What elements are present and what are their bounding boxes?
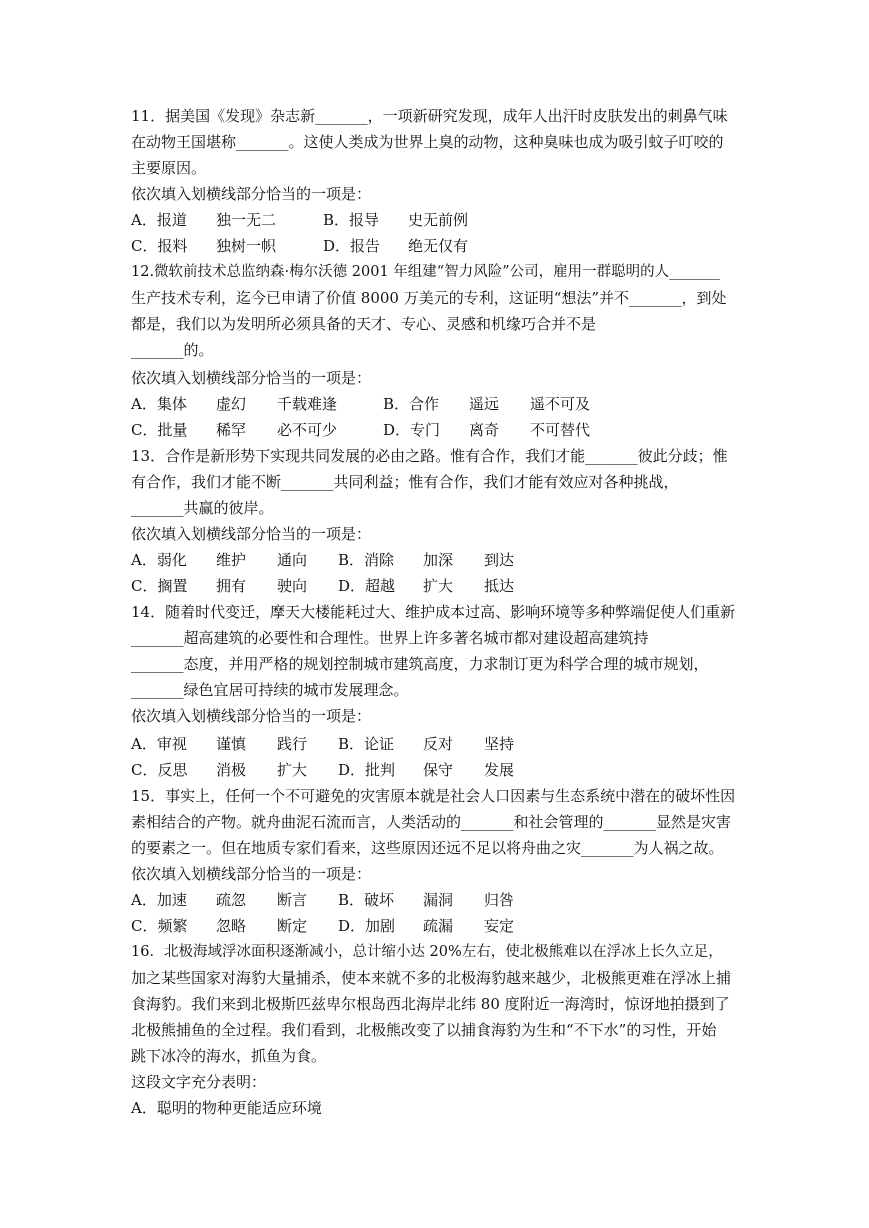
q13-option-d-label: D．超越 — [338, 577, 396, 595]
q15-option-a-word1: 疏忽 — [216, 891, 247, 909]
q11-stem-line: 主要原因。 — [131, 159, 207, 177]
q12-option-b-word2: 遥不可及 — [530, 395, 591, 413]
q13-option-a-label: A．弱化 — [131, 551, 187, 569]
q11-option-b-label: B．报导 — [323, 211, 380, 229]
q14-option-c-word1: 消极 — [216, 761, 247, 779]
q14-option-b-label: B．论证 — [338, 735, 395, 753]
q15-prompt: 依次填入划横线部分恰当的一项是： — [131, 865, 372, 883]
q12-stem-line: 12.微软前技术总监纳森·梅尔沃德 2001 年组建“智力风险”公司，雇用一群聪明的人_______ — [131, 264, 720, 280]
q15-option-c-word2: 断定 — [277, 917, 308, 935]
q12-stem-line: 生产技术专利，迄今已申请了价值 8000 万美元的专利，这证明“想法”并不_______，到处 — [131, 289, 727, 307]
q14-stem-line: _______绿色宜居可持续的城市发展理念。 — [131, 681, 409, 699]
q16-option-a: A．聪明的物种更能适应环境 — [131, 1099, 322, 1117]
q15-stem-line: 15．事实上，任何一个不可避免的灾害原本就是社会人口因素与生态系统中潜在的破坏性因 — [131, 787, 736, 805]
q13-stem-line: _______共赢的彼岸。 — [131, 499, 274, 517]
q13-stem-line: 有合作，我们才能不断_______共同利益；惟有合作，我们才能有效应对各种挑战， — [131, 473, 679, 491]
q12-option-d-word1: 离奇 — [469, 421, 500, 439]
q14-stem-line: _______超高建筑的必要性和合理性。世界上许多著名城市都对建设超高建筑持 — [131, 629, 649, 647]
q11-option-a-word: 独一无二 — [216, 211, 277, 229]
q16-stem-line: 北极熊捕鱼的全过程。我们看到，北极熊改变了以捕食海豹为生和“不下水”的习性，开始 — [131, 1021, 717, 1039]
q12-option-c-label: C．批量 — [131, 421, 188, 439]
q12-option-c-word2: 必不可少 — [277, 421, 338, 439]
q15-option-d-word1: 疏漏 — [423, 917, 454, 935]
q11-option-d-label: D．报告 — [323, 237, 381, 255]
q15-option-d-word2: 妄定 — [484, 917, 515, 935]
q15-stem-line: 素相结合的产物。就舟曲泥石流而言，人类活动的_______和社会管理的_______显然是灾害 — [131, 813, 732, 831]
q15-option-a-word2: 断言 — [277, 891, 308, 909]
q13-option-b-word1: 加深 — [423, 551, 454, 569]
q13-prompt: 依次填入划横线部分恰当的一项是： — [131, 525, 372, 543]
q14-option-a-word2: 践行 — [277, 735, 308, 753]
q15-option-c-label: C．频繁 — [131, 917, 188, 935]
q16-stem-line: 加之某些国家对海豹大量捕杀，使本来就不多的北极海豹越来越少，北极熊更难在浮冰上捕 — [131, 969, 732, 987]
q14-option-d-word1: 保守 — [423, 761, 454, 779]
q13-option-b-word2: 到达 — [484, 551, 515, 569]
q11-prompt: 依次填入划横线部分恰当的一项是： — [131, 185, 372, 203]
q13-option-c-word1: 拥有 — [216, 577, 247, 595]
q15-stem-line: 的要素之一。但在地质专家们看来，这些原因还远不足以将舟曲之灾_______为人祸之故。 — [131, 839, 724, 857]
q12-option-a-label: A．集体 — [131, 395, 187, 413]
q14-prompt: 依次填入划横线部分恰当的一项是： — [131, 707, 372, 725]
q11-option-c-word: 独树一帜 — [216, 237, 277, 255]
q12-option-a-word1: 虚幻 — [216, 395, 247, 413]
q12-option-b-word1: 遥远 — [469, 395, 500, 413]
q14-option-d-word2: 发展 — [484, 761, 515, 779]
q11-option-c-label: C．报料 — [131, 237, 188, 255]
q12-option-a-word2: 千载难逢 — [277, 395, 338, 413]
q12-option-d-label: D．专门 — [383, 421, 441, 439]
q15-option-b-label: B．破坏 — [338, 891, 395, 909]
q15-option-b-word1: 漏洞 — [423, 891, 454, 909]
q14-stem-line: _______态度，并用严格的规划控制城市建筑高度，力求制订更为科学合理的城市规划， — [131, 655, 709, 673]
q11-stem-line: 11．据美国《发现》杂志新_______，一项新研究发现，成年人出汗时皮肤发出的刺鼻气味 — [131, 107, 728, 125]
q13-option-d-word2: 抵达 — [484, 577, 515, 595]
q14-option-a-word1: 谨慎 — [216, 735, 247, 753]
q15-option-c-word1: 忽略 — [216, 917, 247, 935]
q15-option-d-label: D．加剧 — [338, 917, 396, 935]
q14-option-b-word1: 反对 — [423, 735, 454, 753]
q12-option-c-word1: 稀罕 — [216, 421, 247, 439]
q15-option-a-label: A．加速 — [131, 891, 187, 909]
q16-prompt: 这段文字充分表明： — [131, 1073, 267, 1091]
q14-option-a-label: A．审视 — [131, 735, 187, 753]
q13-option-c-word2: 驶向 — [277, 577, 308, 595]
q12-prompt: 依次填入划横线部分恰当的一项是： — [131, 369, 372, 387]
q14-option-c-word2: 扩大 — [277, 761, 308, 779]
q12-option-d-word2: 不可替代 — [530, 421, 591, 439]
q14-option-b-word2: 坚持 — [484, 735, 515, 753]
q14-option-d-label: D．批判 — [338, 761, 396, 779]
q11-option-d-word: 绝无仅有 — [408, 237, 469, 255]
q11-stem-line: 在动物王国堪称_______。这使人类成为世界上臭的动物，这种臭味也成为吸引蚊子叮咬的 — [131, 133, 724, 151]
q13-option-c-label: C．搁置 — [131, 577, 188, 595]
q13-option-b-label: B．消除 — [338, 551, 395, 569]
q16-stem-line: 跳下冰冷的海水，抓鱼为食。 — [131, 1047, 327, 1065]
q13-stem-line: 13．合作是新形势下实现共同发展的必由之路。惟有合作，我们才能_______彼此分歧；惟 — [131, 447, 728, 465]
q12-stem-line: 都是，我们以为发明所必须具备的天才、专心、灵感和机缘巧合并不是 — [131, 315, 597, 333]
q13-option-d-word1: 扩大 — [423, 577, 454, 595]
q11-option-b-word: 史无前例 — [408, 211, 469, 229]
q14-stem-line: 14．随着时代变迁，摩天大楼能耗过大、维护成本过高、影响环境等多种弊端促使人们重新 — [131, 603, 736, 621]
q13-option-a-word2: 通向 — [277, 551, 308, 569]
q16-stem-line: 16．北极海域浮冰面积逐渐减小，总计缩小达 20%左右，使北极熊难以在浮冰上长久立足， — [131, 944, 723, 960]
q12-stem-line: _______的。 — [131, 341, 214, 359]
q15-option-b-word2: 归咎 — [484, 891, 515, 909]
q12-option-b-label: B．合作 — [383, 395, 440, 413]
q16-stem-line: 食海豹。我们来到北极斯匹兹卑尔根岛西北海岸北纬 80 度附近一海湾时，惊讶地拍摄到了 — [131, 995, 730, 1013]
q14-option-c-label: C．反思 — [131, 761, 188, 779]
q11-option-a-label: A．报道 — [131, 211, 187, 229]
q13-option-a-word1: 维护 — [216, 551, 247, 569]
